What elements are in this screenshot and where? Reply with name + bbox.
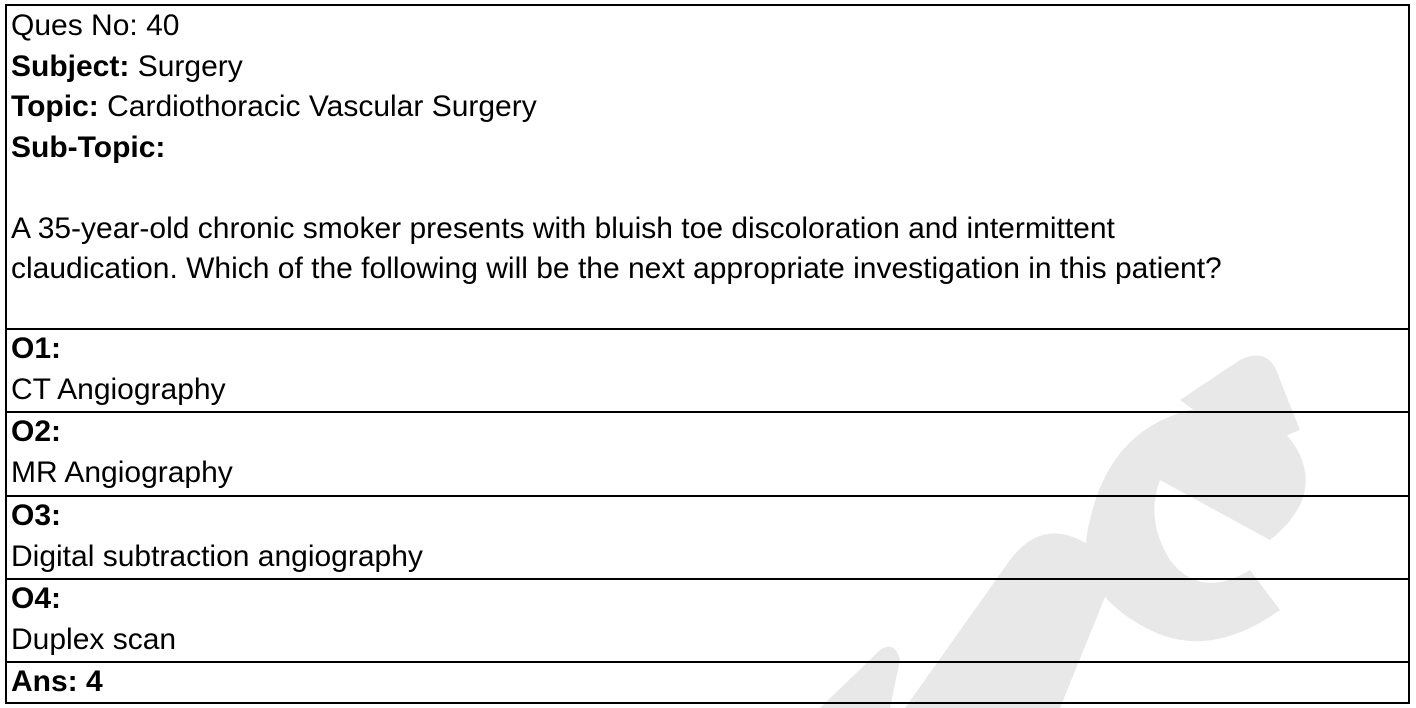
option-label: O1:: [11, 332, 62, 365]
option-1: [7, 330, 1408, 413]
option-text: Duplex scan: [11, 623, 177, 656]
question-stem-line-2: claudication. Which of the following will be the next appropriate investigation in this patient?: [11, 252, 1222, 285]
topic-label: Topic:: [11, 90, 99, 123]
question-stem-line-1: A 35-year-old chronic smoker presents with bluish toe discoloration and intermittent: [11, 211, 1115, 245]
option-label: O3:: [11, 499, 62, 532]
option-3: [7, 497, 1408, 580]
option-label: O2:: [11, 415, 62, 448]
option-4: [7, 580, 1408, 663]
option-label: O4:: [11, 582, 62, 615]
subtopic-label: Sub-Topic:: [11, 130, 166, 164]
question-header: [7, 6, 1408, 328]
answer-line: [7, 663, 1408, 704]
subject-value: Surgery: [137, 49, 243, 83]
subtopic-line: [11, 128, 1408, 169]
option-text: Digital subtraction angiography: [11, 540, 423, 573]
topic-value: Cardiothoracic Vascular Surgery: [107, 90, 537, 123]
answer-value: 4: [86, 665, 103, 698]
question-number-line: [11, 6, 1408, 47]
topic-line: [11, 87, 1408, 128]
option-text: CT Angiography: [11, 373, 226, 406]
option-text: MR Angiography: [11, 456, 233, 489]
option-2: [7, 413, 1408, 496]
subject-line: [11, 47, 1408, 88]
answer-label: Ans:: [11, 665, 78, 698]
blank-line: [11, 168, 1408, 209]
question-number-label: Ques No:: [11, 9, 138, 42]
subject-label: Subject:: [11, 49, 130, 83]
question-number-value: 40: [146, 9, 180, 42]
question-card: [5, 4, 1410, 704]
